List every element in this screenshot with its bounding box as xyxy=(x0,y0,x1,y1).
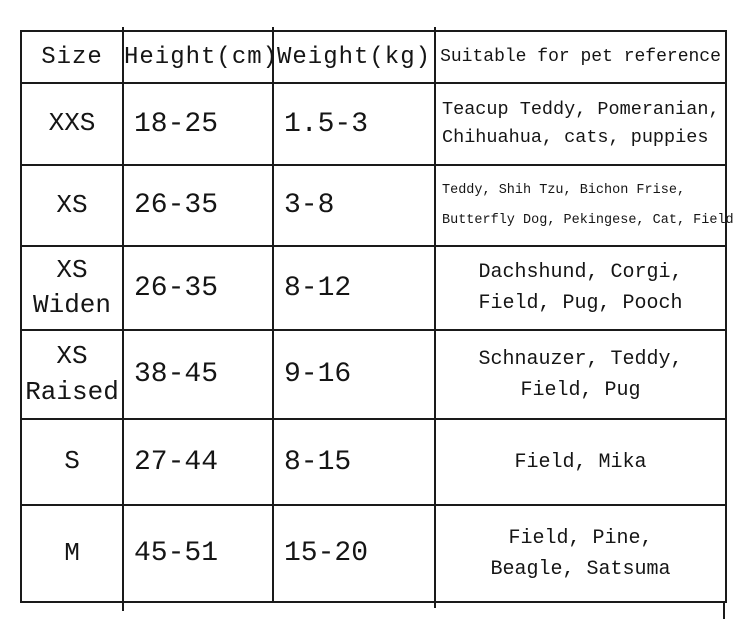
weight-cell: 8-12 xyxy=(273,246,435,330)
border-overshoot xyxy=(434,27,436,30)
size-label: XXS xyxy=(48,108,96,139)
header-row xyxy=(21,31,726,83)
border-overshoot xyxy=(272,27,274,30)
size-label: XS xyxy=(56,254,88,285)
height-cell: 26-35 xyxy=(123,165,273,246)
pets-cell xyxy=(435,165,734,246)
col-header-height: Height(cm) xyxy=(123,31,273,83)
weight-cell: 15-20 xyxy=(273,505,435,602)
height-cell: 45-51 xyxy=(123,505,273,602)
weight-cell: 1.5-3 xyxy=(273,83,435,165)
size-cell xyxy=(21,165,123,246)
height-cell: 18-25 xyxy=(123,83,273,165)
border-overshoot xyxy=(723,601,725,619)
pets-line: Dachshund, Corgi, xyxy=(478,261,683,284)
pets-cell xyxy=(435,505,726,602)
table-row xyxy=(21,505,726,602)
pets-line: Field, Pug xyxy=(520,378,641,402)
col-header-weight: Weight(kg) xyxy=(273,31,435,83)
pets-line: Butterfly Dog, Pekingese, Cat, Field xyxy=(442,212,734,228)
pets-line: Field, Mika xyxy=(514,450,647,474)
size-cell xyxy=(21,419,123,505)
height-cell: 26-35 xyxy=(123,246,273,330)
pets-line: Field, Pine, xyxy=(508,526,653,550)
size-label-line2: Widen xyxy=(32,290,111,320)
weight-cell: 3-8 xyxy=(273,165,435,246)
pets-cell xyxy=(435,246,726,330)
table-row xyxy=(21,419,726,505)
size-chart xyxy=(20,30,734,601)
table-row xyxy=(21,330,726,419)
pets-line: Field, Pug, Pooch xyxy=(478,292,683,315)
border-overshoot xyxy=(122,27,124,30)
size-label: XS xyxy=(56,189,88,220)
pets-cell xyxy=(435,330,726,419)
border-overshoot xyxy=(122,601,124,611)
table-row xyxy=(21,165,726,246)
col-header-size: Size xyxy=(21,31,123,83)
size-cell xyxy=(21,246,123,330)
size-label: M xyxy=(64,537,80,568)
weight-cell: 8-15 xyxy=(273,419,435,505)
col-header-pet-reference: Suitable for pet reference xyxy=(435,31,726,83)
table-row xyxy=(21,246,726,330)
table-row xyxy=(21,83,726,165)
pets-line: Teacup Teddy, Pomeranian, xyxy=(442,99,720,121)
height-cell: 27-44 xyxy=(123,419,273,505)
size-label: XS xyxy=(56,341,88,372)
size-label-line2: Raised xyxy=(25,376,119,407)
height-cell: 38-45 xyxy=(123,330,273,419)
pets-cell xyxy=(435,419,726,505)
size-cell xyxy=(21,83,123,165)
pets-cell xyxy=(435,83,726,165)
pets-line: Beagle, Satsuma xyxy=(490,557,671,581)
size-chart-table xyxy=(20,30,734,603)
pets-line: Schnauzer, Teddy, xyxy=(478,347,683,371)
size-cell xyxy=(21,505,123,602)
border-overshoot xyxy=(434,601,436,608)
weight-cell: 9-16 xyxy=(273,330,435,419)
pets-line: Chihuahua, cats, puppies xyxy=(442,127,709,148)
pets-line: Teddy, Shih Tzu, Bichon Frise, xyxy=(442,182,686,198)
size-label: S xyxy=(64,446,80,477)
size-cell xyxy=(21,330,123,419)
